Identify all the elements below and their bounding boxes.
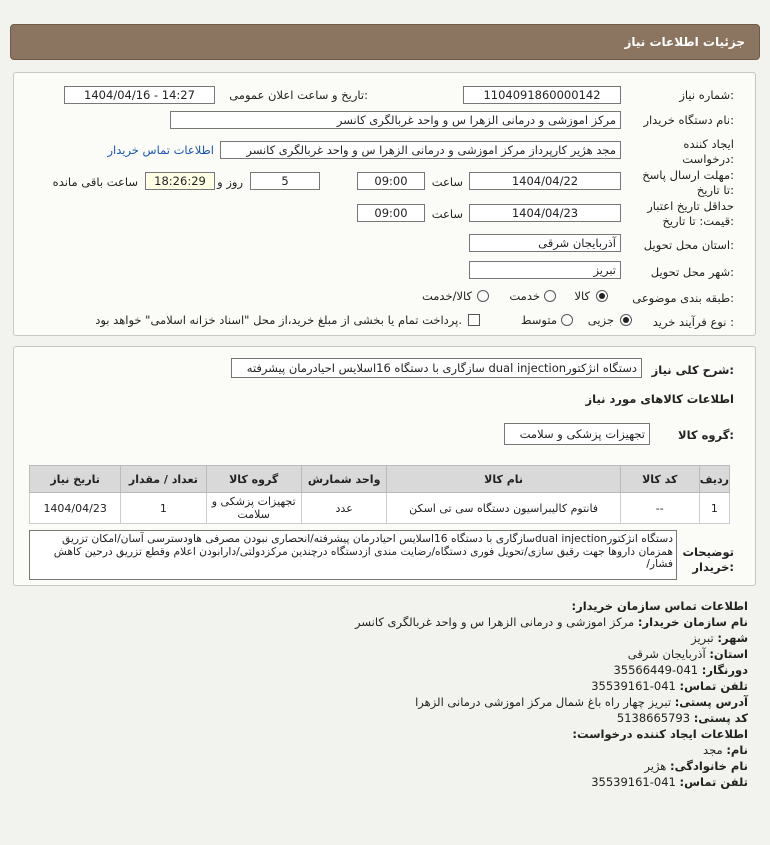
days-left-field: 5 [250, 172, 320, 190]
deadline-date-field: 1404/04/22 [469, 172, 621, 190]
creator-label-1: ایجاد کننده [683, 137, 734, 151]
cell-unit: عدد [301, 493, 387, 524]
process-radio-medium[interactable] [561, 314, 573, 326]
creator-phone-row [28, 774, 748, 790]
creator-family-label: نام خانوادگی: [670, 759, 748, 773]
cell-date: 1404/04/23 [30, 493, 121, 524]
creator-name-label: نام: [726, 743, 748, 757]
contact-fax-label: دورنگار: [701, 663, 748, 677]
need-number-label: شماره نیاز: [679, 88, 734, 102]
contact-postal-label: کد پستی: [693, 711, 748, 725]
col-date: تاریخ نیاز [30, 466, 121, 493]
contact-address-label: آدرس پستی: [674, 695, 748, 709]
process-label: نوع فرآیند خرید : [652, 315, 734, 329]
contact-province-label: استان: [709, 647, 748, 661]
contact-fax: 041-35566449 [613, 663, 699, 677]
days-label: روز و [217, 175, 243, 189]
city-label: شهر محل تحویل: [650, 265, 734, 279]
process-radio-minor[interactable] [620, 314, 632, 326]
contact-org-row [28, 614, 748, 630]
contact-address-row [28, 694, 748, 710]
creator-name-row [28, 742, 748, 758]
col-unit: واحد شمارش [301, 466, 387, 493]
category-radio-goods[interactable] [596, 290, 608, 302]
contact-province: آذربایجان شرقی [627, 647, 706, 661]
creator-info-title: اطلاعات ایجاد کننده درخواست: [572, 727, 748, 741]
creator-family-row [28, 758, 748, 774]
page-header [10, 24, 760, 60]
payment-note: پرداخت تمام یا بخشی از مبلغ خرید،از محل "اسناد خزانه اسلامی" خواهد بود. [95, 313, 462, 327]
category-option-service: خدمت [509, 289, 540, 303]
items-table-header [30, 466, 730, 493]
category-option-goods-service: کالا/خدمت [421, 289, 472, 303]
buyer-notes-field: دستگاه انژکتورdual injectionسازگاری با دستگاه 16اسلایس احیادرمان پیشرفته/انحصاری نبودن مصرفی هاودسترسی آسان/امکان تزریق همزمان داروها جهت رقیق سازی/تحویل فوری دستگاه/رضایت مندی ازدستگاه درچندین مرکزدولتی/دارابودن اعلام وقطع تزریق درحین کاهش فشار/ [29, 530, 677, 580]
province-label: استان محل تحویل: [643, 238, 734, 252]
contact-org: مرکز اموزشی و درمانی الزهرا س و واحد غربالگری کانسر [355, 615, 635, 629]
contact-phone: 041-35539161 [591, 679, 676, 693]
treasury-checkbox[interactable] [468, 314, 480, 326]
cell-group: تجهیزات پزشکی و سلامت [206, 493, 301, 524]
creator-field: مجد هژیر کارپرداز مرکز اموزشی و درمانی الزهرا س و واحد غربالگری کانسر [220, 141, 621, 159]
summary-label: شرح کلی نیاز: [651, 363, 734, 377]
creator-phone-label: تلفن تماس: [679, 775, 748, 789]
deadline-label-1: مهلت ارسال پاسخ: [642, 168, 734, 182]
creator-label-2: درخواست: [682, 152, 734, 166]
creator-phone: 041-35539161 [591, 775, 676, 789]
contact-phone-label: تلفن تماس: [679, 679, 748, 693]
remaining-label: ساعت باقی مانده [52, 175, 138, 189]
contact-fax-row [28, 662, 748, 678]
cell-row: 1 [699, 493, 729, 524]
contact-org-label: نام سازمان خریدار: [637, 615, 748, 629]
contact-section [28, 598, 748, 790]
col-code: کد کالا [620, 466, 699, 493]
contact-city-label: شهر: [717, 631, 748, 645]
category-label: طبقه بندی موضوعی: [632, 291, 734, 305]
col-name: نام کالا [387, 466, 620, 493]
contact-postal: 5138665793 [616, 711, 691, 725]
goods-group-label: گروه کالا: [678, 428, 734, 442]
contact-postal-row [28, 710, 748, 726]
goods-info-title: اطلاعات کالاهای مورد نیاز [585, 392, 734, 406]
announce-field: 1404/04/16 - 14:27 [64, 86, 215, 104]
validity-time-label: ساعت [431, 207, 463, 221]
col-row: ردیف [699, 466, 729, 493]
buyer-notes-label-2: خریدار: [692, 560, 734, 574]
creator-name: مجد [703, 743, 723, 757]
need-number-field: 1104091860000142 [463, 86, 621, 104]
cell-name: فانتوم کالیبراسیون دستگاه سی تی اسکن [387, 493, 620, 524]
validity-label-2: قیمت: تا تاریخ: [662, 214, 734, 228]
buyer-org-field: مرکز اموزشی و درمانی الزهرا س و واحد غربالگری کانسر [170, 111, 621, 129]
cell-code: -- [620, 493, 699, 524]
buyer-contact-link[interactable]: اطلاعات تماس خریدار [107, 143, 214, 157]
goods-group-field: تجهیزات پزشکی و سلامت [504, 423, 650, 445]
contact-title: اطلاعات تماس سازمان خریدار: [571, 599, 748, 613]
announce-label: تاریخ و ساعت اعلان عمومی: [229, 88, 368, 102]
contact-province-row [28, 646, 748, 662]
contact-city-row [28, 630, 748, 646]
items-table [29, 465, 730, 524]
contact-address: تبریز چهار راه باغ شمال مرکز اموزشی درمانی الزهرا [415, 695, 672, 709]
process-option-medium: متوسط [520, 313, 557, 327]
deadline-time-label: ساعت [431, 175, 463, 189]
city-field: تبریز [469, 261, 621, 279]
remaining-time-field: 18:26:29 [145, 172, 215, 190]
contact-phone-row [28, 678, 748, 694]
contact-city: تبریز [691, 631, 714, 645]
col-qty: تعداد / مقدار [121, 466, 206, 493]
validity-date-field: 1404/04/23 [469, 204, 621, 222]
category-option-goods: کالا [574, 289, 590, 303]
table-row [30, 493, 730, 524]
cell-qty: 1 [121, 493, 206, 524]
page-title: جزئیات اطلاعات نیاز [624, 35, 745, 49]
deadline-time-field: 09:00 [357, 172, 425, 190]
category-radio-service[interactable] [544, 290, 556, 302]
category-radio-goods-service[interactable] [477, 290, 489, 302]
summary-field: دستگاه انژکتورdual injection سازگاری با دستگاه 16اسلایس احیادرمان پیشرفته [231, 358, 642, 378]
deadline-label-2: تا تاریخ: [696, 183, 734, 197]
buyer-org-label: نام دستگاه خریدار: [643, 113, 734, 127]
process-option-minor: جزیی [587, 313, 614, 327]
buyer-notes-label-1: توضیحات [682, 545, 734, 559]
validity-label-1: حداقل تاریخ اعتبار [647, 199, 734, 213]
col-group: گروه کالا [206, 466, 301, 493]
province-field: آذربایجان شرقی [469, 234, 621, 252]
validity-time-field: 09:00 [357, 204, 425, 222]
creator-family: هژیر [644, 759, 667, 773]
